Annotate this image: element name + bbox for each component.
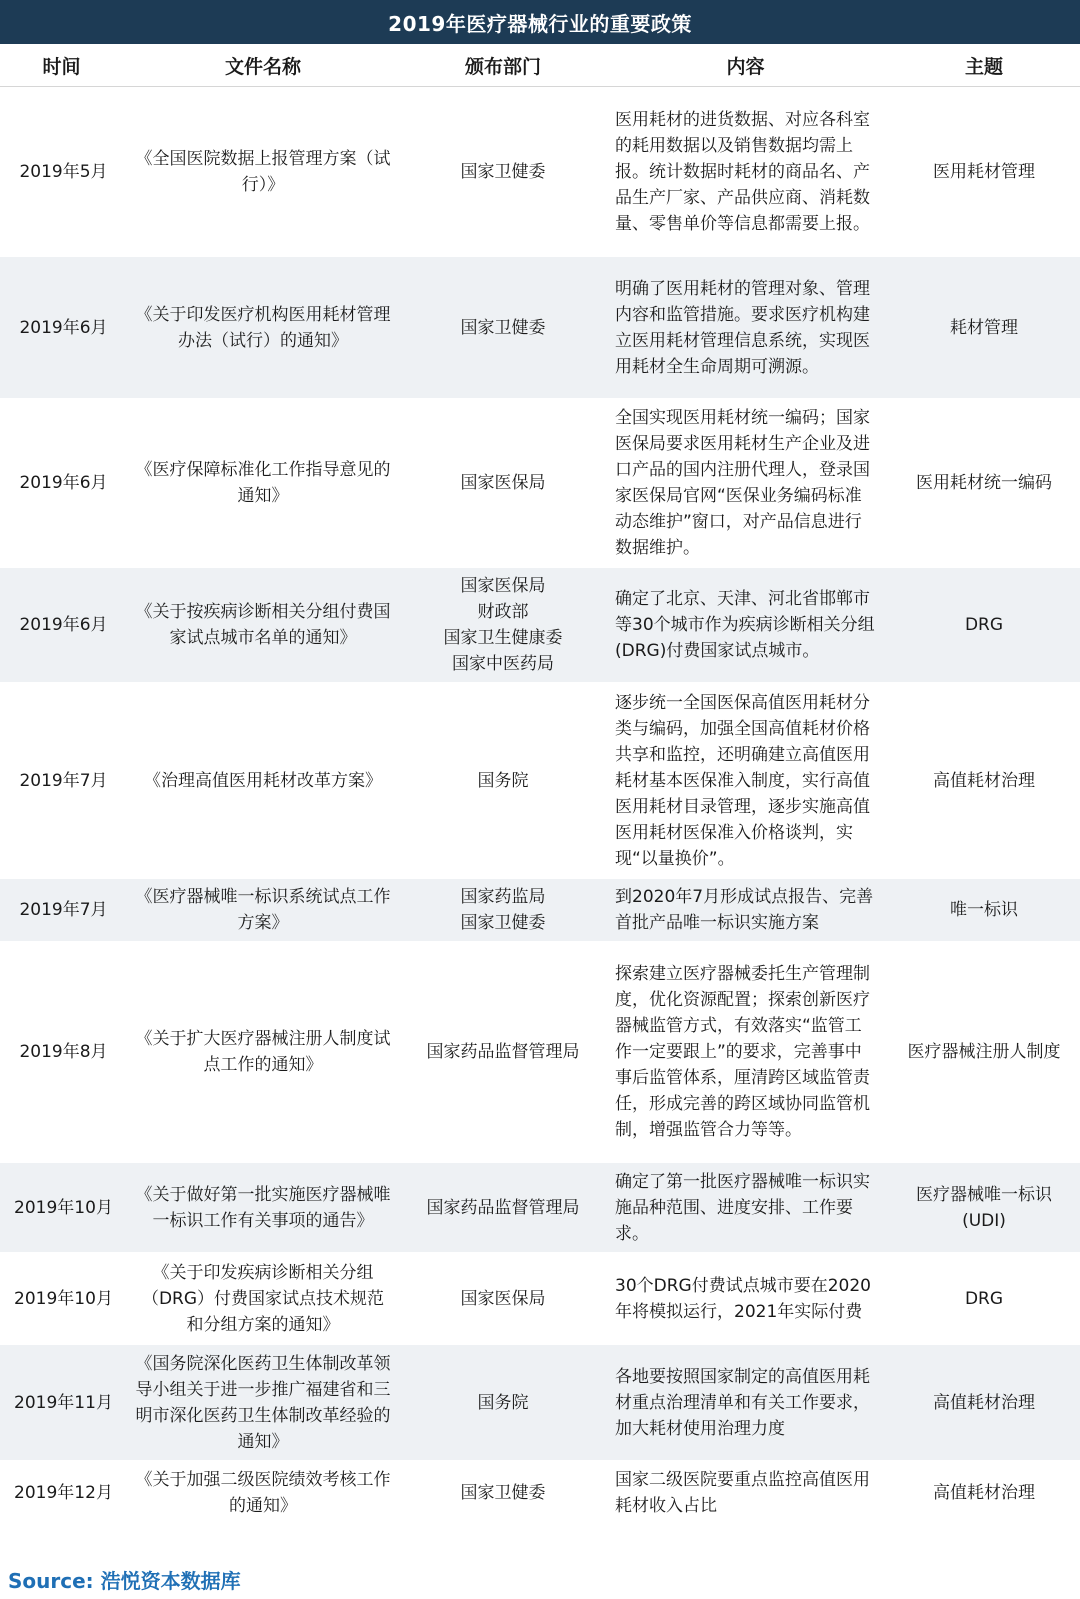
table-row	[0, 942, 1080, 1163]
row-document-name: 《国务院深化医药卫生体制改革领导小组关于进一步推广福建省和三明市深化医药卫生体制改革经验的通知》	[123, 1345, 403, 1461]
table-header-row	[0, 44, 1080, 87]
row-topic: 耗材管理	[888, 257, 1080, 399]
table-row	[0, 1253, 1080, 1345]
source-note: Source: 浩悦资本数据库	[8, 1569, 241, 1593]
row-topic: 高值耗材治理	[888, 1461, 1080, 1525]
row-topic: 唯一标识	[888, 879, 1080, 942]
row-time: 2019年10月	[0, 1163, 123, 1253]
row-document-name: 《关于做好第一批实施医疗器械唯一标识工作有关事项的通告》	[123, 1163, 403, 1253]
row-document-name: 《医疗器械唯一标识系统试点工作方案》	[123, 879, 403, 942]
row-department: 国家卫健委	[403, 87, 603, 257]
row-department: 国家医保局 财政部 国家卫生健康委 国家中医药局	[403, 568, 603, 683]
row-document-name: 《治理高值医用耗材改革方案》	[123, 683, 403, 879]
row-content: 到2020年7月形成试点报告、完善首批产品唯一标识实施方案	[603, 879, 888, 942]
table-row	[0, 399, 1080, 568]
table-row	[0, 1461, 1080, 1525]
row-topic: 医疗器械注册人制度	[888, 942, 1080, 1163]
row-department: 国家药品监督管理局	[403, 942, 603, 1163]
table-row	[0, 568, 1080, 683]
row-time: 2019年6月	[0, 568, 123, 683]
row-time: 2019年8月	[0, 942, 123, 1163]
row-time: 2019年7月	[0, 683, 123, 879]
row-document-name: 《关于印发医疗机构医用耗材管理办法（试行）的通知》	[123, 257, 403, 399]
row-department: 国务院	[403, 683, 603, 879]
row-document-name: 《关于扩大医疗器械注册人制度试点工作的通知》	[123, 942, 403, 1163]
row-department: 国家药品监督管理局	[403, 1163, 603, 1253]
row-department: 国务院	[403, 1345, 603, 1461]
row-content: 确定了北京、天津、河北省邯郸市等30个城市作为疾病诊断相关分组(DRG)付费国家试点城市。	[603, 568, 888, 683]
row-topic: 高值耗材治理	[888, 683, 1080, 879]
row-document-name: 《医疗保障标准化工作指导意见的通知》	[123, 399, 403, 568]
row-content: 逐步统一全国医保高值医用耗材分类与编码，加强全国高值耗材价格共享和监控，还明确建立高值医用耗材基本医保准入制度，实行高值医用耗材目录管理，逐步实施高值医用耗材医保准入价格谈判，实现“以量换价”。	[603, 683, 888, 879]
row-topic: 高值耗材治理	[888, 1345, 1080, 1461]
row-document-name: 《关于加强二级医院绩效考核工作的通知》	[123, 1461, 403, 1525]
policy-table	[0, 44, 1080, 1525]
row-content: 探索建立医疗器械委托生产管理制度，优化资源配置；探索创新医疗器械监管方式，有效落实“监管工作一定要跟上”的要求，完善事中事后监管体系，厘清跨区域监管责任，形成完善的跨区域协同监管机制，增强监管合力等等。	[603, 942, 888, 1163]
row-content: 30个DRG付费试点城市要在2020年将模拟运行，2021年实际付费	[603, 1253, 888, 1345]
row-time: 2019年11月	[0, 1345, 123, 1461]
table-row	[0, 683, 1080, 879]
row-department: 国家药监局 国家卫健委	[403, 879, 603, 942]
header-time: 时间	[0, 44, 123, 87]
row-topic: DRG	[888, 1253, 1080, 1345]
header-topic: 主题	[888, 44, 1080, 87]
row-time: 2019年10月	[0, 1253, 123, 1345]
row-document-name: 《全国医院数据上报管理方案（试行）》	[123, 87, 403, 257]
row-department: 国家卫健委	[403, 1461, 603, 1525]
row-document-name: 《关于印发疾病诊断相关分组（DRG）付费国家试点技术规范和分组方案的通知》	[123, 1253, 403, 1345]
row-topic: DRG	[888, 568, 1080, 683]
row-topic: 医用耗材统一编码	[888, 399, 1080, 568]
row-topic: 医疗器械唯一标识 (UDI)	[888, 1163, 1080, 1253]
row-time: 2019年5月	[0, 87, 123, 257]
table-row	[0, 879, 1080, 942]
row-content: 国家二级医院要重点监控高值医用耗材收入占比	[603, 1461, 888, 1525]
row-content: 医用耗材的进货数据、对应各科室的耗用数据以及销售数据均需上报。统计数据时耗材的商品名、产品生产厂家、产品供应商、消耗数量、零售单价等信息都需要上报。	[603, 87, 888, 257]
row-department: 国家医保局	[403, 1253, 603, 1345]
header-document-name: 文件名称	[123, 44, 403, 87]
page-title: 2019年医疗器械行业的重要政策	[0, 0, 1080, 44]
row-time: 2019年12月	[0, 1461, 123, 1525]
row-time: 2019年6月	[0, 399, 123, 568]
row-content: 各地要按照国家制定的高值医用耗材重点治理清单和有关工作要求，加大耗材使用治理力度	[603, 1345, 888, 1461]
row-content: 确定了第一批医疗器械唯一标识实施品种范围、进度安排、工作要求。	[603, 1163, 888, 1253]
table-row	[0, 1163, 1080, 1253]
table-row	[0, 1345, 1080, 1461]
row-time: 2019年6月	[0, 257, 123, 399]
table-row	[0, 87, 1080, 257]
header-content: 内容	[603, 44, 888, 87]
row-document-name: 《关于按疾病诊断相关分组付费国家试点城市名单的通知》	[123, 568, 403, 683]
table-row	[0, 257, 1080, 399]
header-issuing-department: 颁布部门	[403, 44, 603, 87]
row-topic: 医用耗材管理	[888, 87, 1080, 257]
row-department: 国家医保局	[403, 399, 603, 568]
row-content: 明确了医用耗材的管理对象、管理内容和监管措施。要求医疗机构建立医用耗材管理信息系统，实现医用耗材全生命周期可溯源。	[603, 257, 888, 399]
row-content: 全国实现医用耗材统一编码；国家医保局要求医用耗材生产企业及进口产品的国内注册代理人，登录国家医保局官网“医保业务编码标准动态维护”窗口，对产品信息进行数据维护。	[603, 399, 888, 568]
row-time: 2019年7月	[0, 879, 123, 942]
row-department: 国家卫健委	[403, 257, 603, 399]
